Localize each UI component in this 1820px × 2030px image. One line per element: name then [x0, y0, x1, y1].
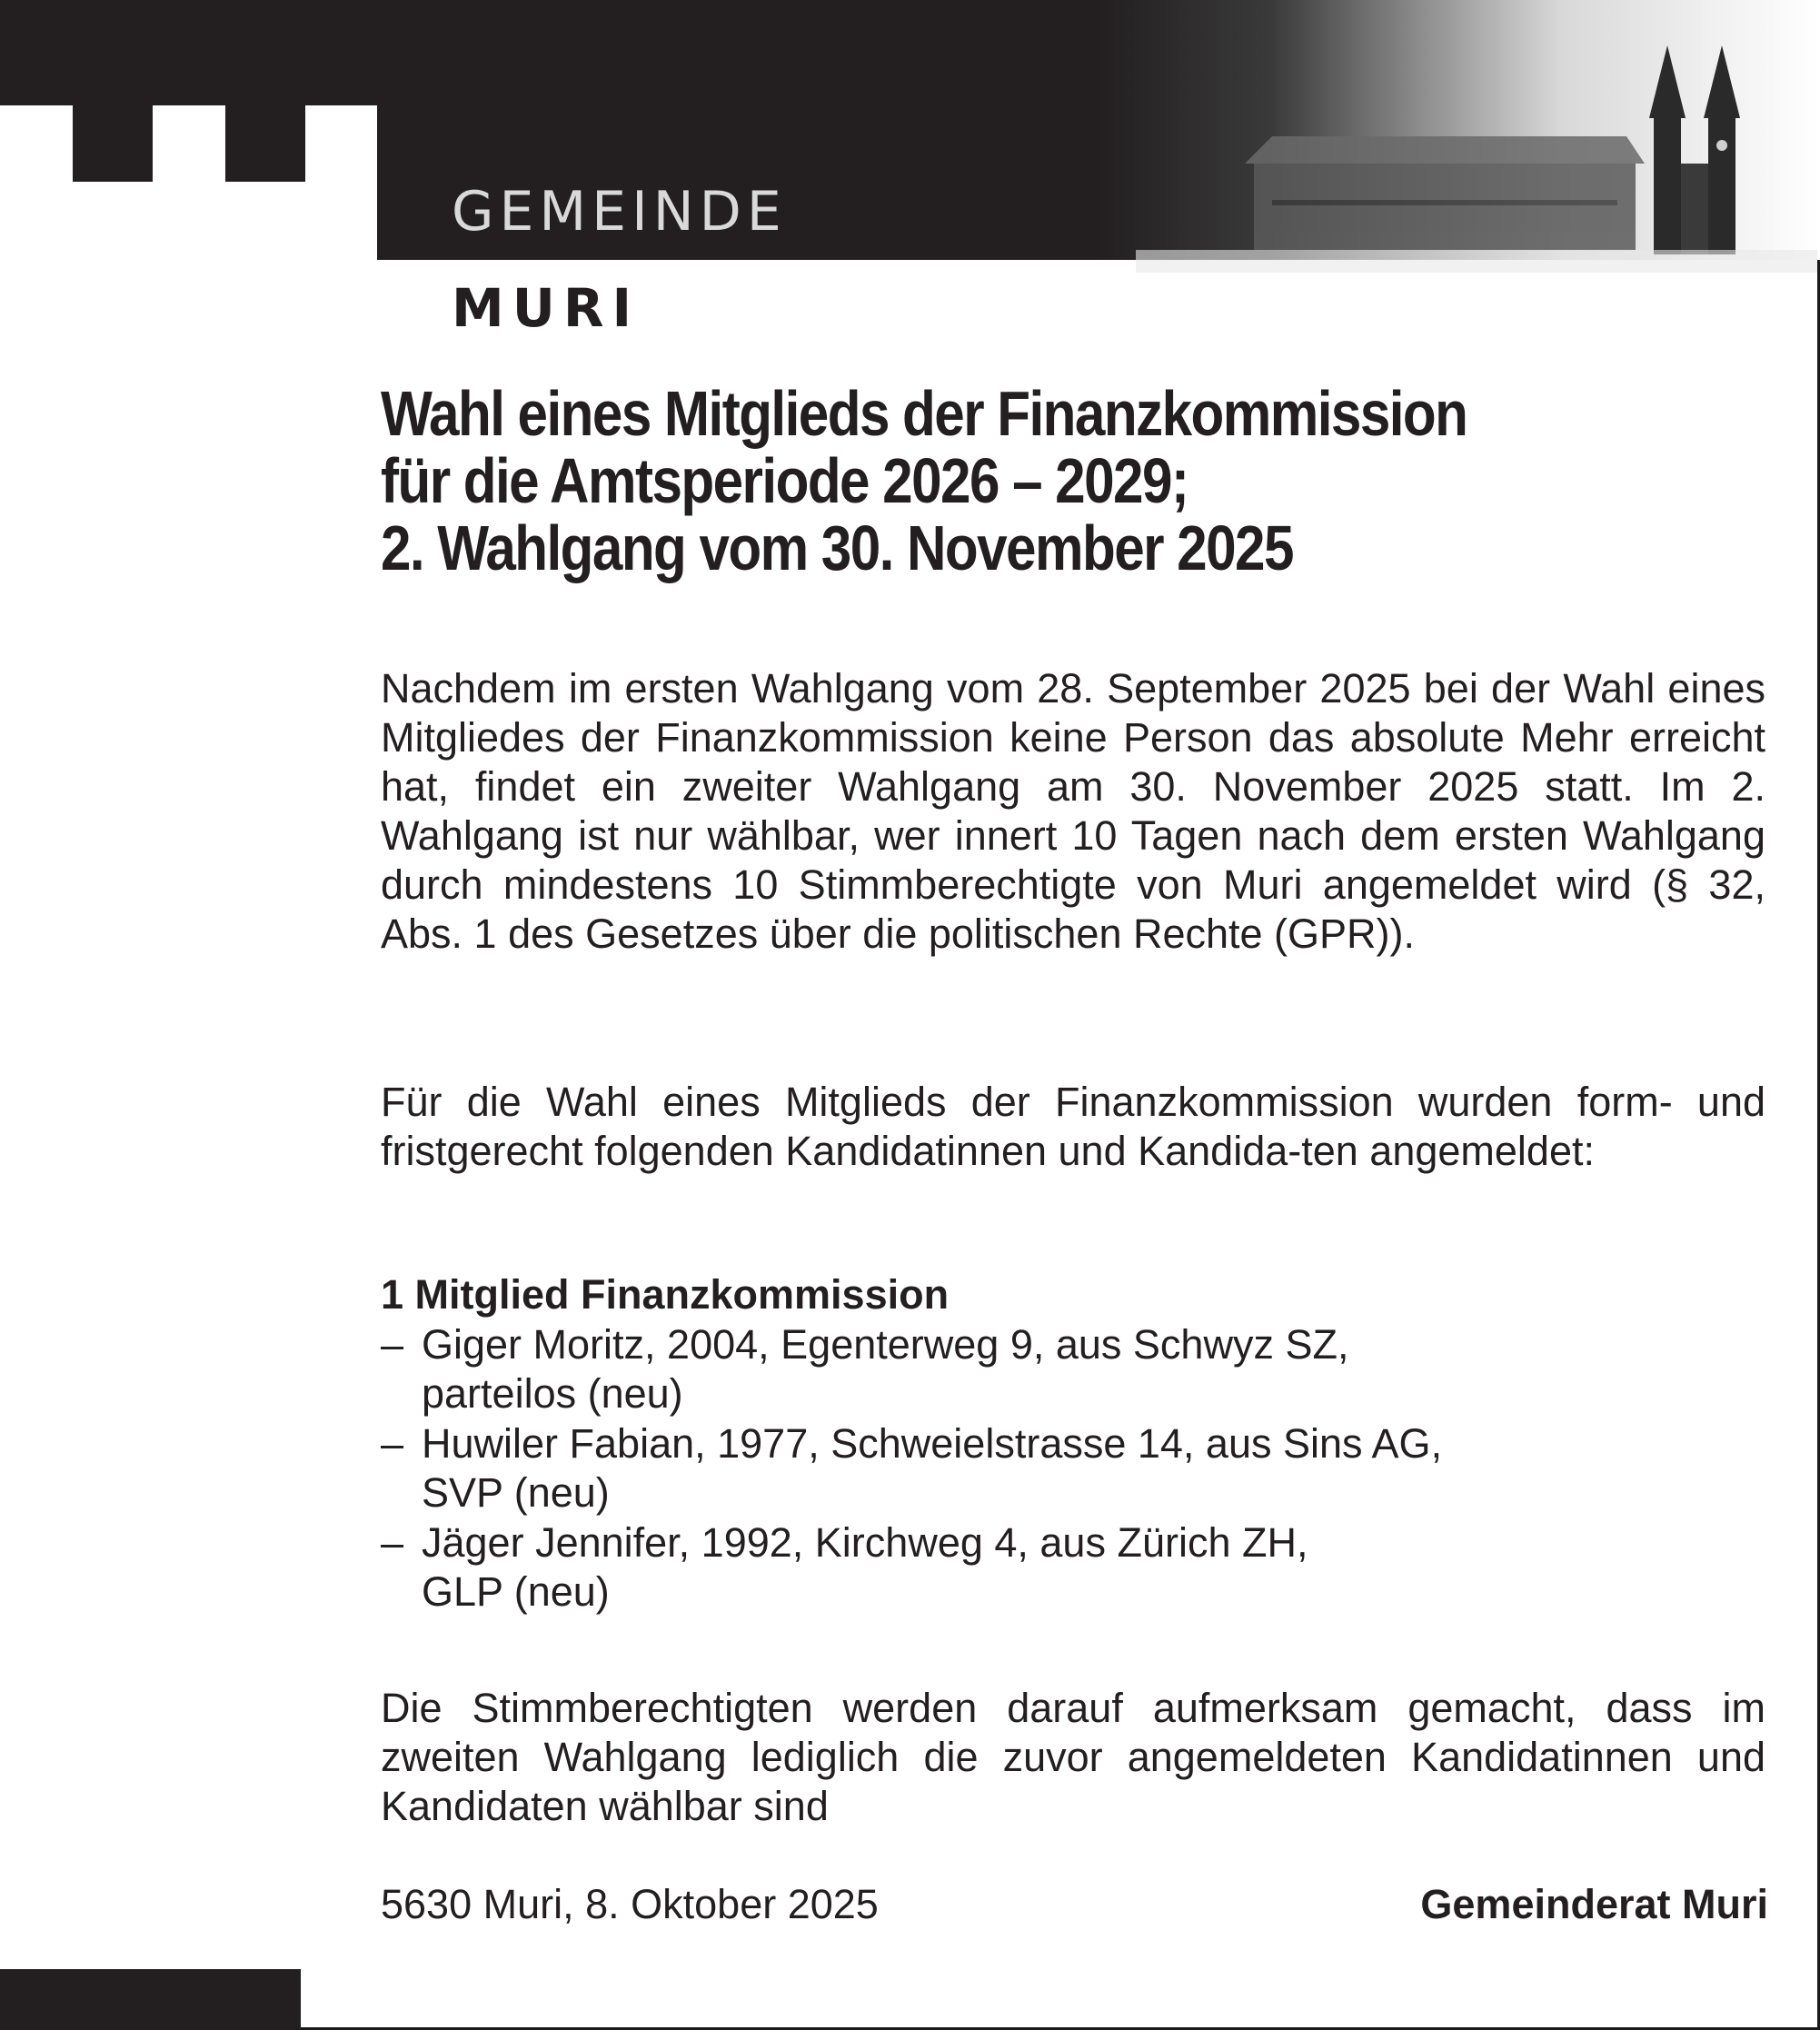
monastery-silhouette [1136, 27, 1817, 273]
title-line-1: Wahl eines Mitglieds der Finanzkommission [381, 378, 1467, 449]
crenel-1 [153, 105, 225, 182]
paragraph-notice: Die Stimmberechtigten werden darauf aufmerksam gemacht, dass im zweiten Wahlgang lediglich die zuvor angemeldeten Kandidatinnen und Kandidaten wählbar sind [381, 1685, 1765, 1829]
candidate-item [381, 1320, 1780, 1419]
dash-marker: – [381, 1419, 404, 1467]
paragraph-intro: Nachdem im ersten Wahlgang vom 28. September 2025 bei der Wahl eines Mitgliedes der Finanzkommission keine Person das absolute Mehr erreicht hat, findet ein zweiter Wahlgang am 30. November 2025 statt. Im 2. Wahlgang ist nur wählbar, wer innert 10 Tagen nach dem ersten Wahlgang durch mindestens 10 Stimmberechtigte von Muri angemeldet wird (§ 32, Abs. 1 des Gesetzes über die politischen Rechte (GPR)). [381, 665, 1765, 957]
title-line-3: 2. Wahlgang vom 30. November 2025 [381, 512, 1293, 583]
candidate-line-1: Giger Moritz, 2004, Egenterweg 9, aus Schwyz SZ, [422, 1320, 1349, 1368]
candidate-line-2: GLP (neu) [422, 1568, 610, 1615]
logo-gemeinde-text: GEMEINDE [452, 180, 787, 244]
dash-marker: – [381, 1320, 404, 1368]
candidate-list [381, 1270, 1780, 1617]
candidate-line-1: Jäger Jennifer, 1992, Kirchweg 4, aus Zürich ZH, [422, 1518, 1308, 1566]
paragraph-candidates-intro: Für die Wahl eines Mitglieds der Finanzkommission wurden form- und fristgerecht folgenden Kandidatinnen und Kandida-ten angemeldet: [381, 1079, 1765, 1174]
candidate-line-2: SVP (neu) [422, 1469, 610, 1516]
candidate-item [381, 1518, 1780, 1617]
notice-title [381, 380, 1584, 582]
dash-marker: – [381, 1518, 404, 1566]
logo-muri-text: MURI [452, 277, 641, 339]
candidate-line-2: parteilos (neu) [422, 1370, 683, 1417]
merlon-2 [225, 105, 305, 182]
signature: Gemeinderat Muri [1420, 1881, 1768, 1927]
candidate-item [381, 1419, 1780, 1518]
merlon-1 [73, 105, 153, 182]
title-line-2: für die Amtsperiode 2026 – 2029; [381, 445, 1188, 516]
crenel-2 [305, 105, 377, 182]
candidate-list-heading: 1 Mitglied Finanzkommission [381, 1271, 950, 1318]
place-date: 5630 Muri, 8. Oktober 2025 [381, 1881, 879, 1927]
candidate-line-1: Huwiler Fabian, 1977, Schweielstrasse 14, aus Sins AG, [422, 1419, 1443, 1467]
crenel-white-left [0, 105, 80, 182]
footer-bar [0, 1969, 301, 2030]
